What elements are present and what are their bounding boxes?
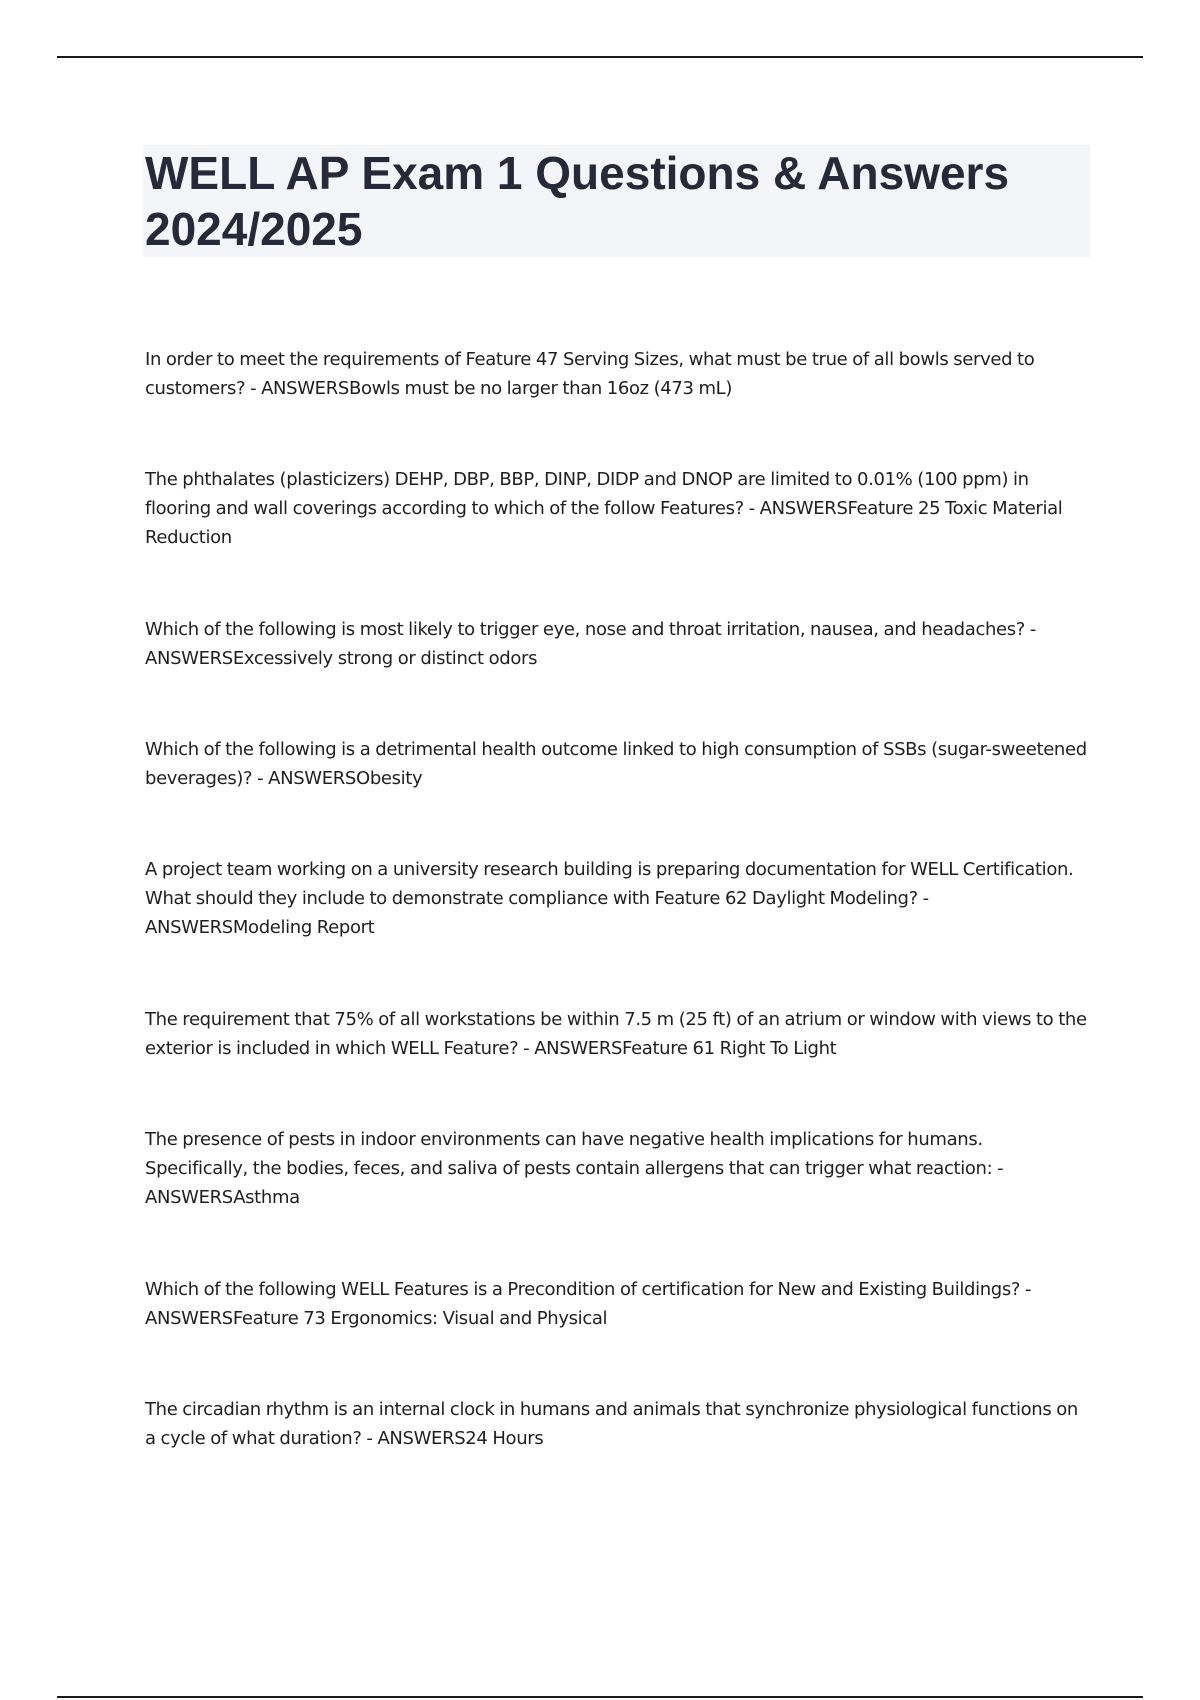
qa-item: The requirement that 75% of all workstations be within 7.5 m (25 ft) of an atrium or window with views to the exterior is included in which WELL Feature? - ANSWERSFeature 61 Right To Light xyxy=(145,1009,1087,1059)
qa-item: The phthalates (plasticizers) DEHP, DBP, BBP, DINP, DIDP and DNOP are limited to 0.01% (100 ppm) in flooring and wall coverings according to which of the follow Features? - ANSWERSFeature 25 Toxic Material Reduction xyxy=(145,469,1063,548)
qa-item: A project team working on a university research building is preparing documentation for WELL Certification. What should they include to demonstrate compliance with Feature 62 Daylight Modeling? - ANSWERSModeling Report xyxy=(145,859,1074,938)
qa-item: The circadian rhythm is an internal clock in humans and animals that synchronize physiological functions on a cycle of what duration? - ANSWERS24 Hours xyxy=(145,1399,1078,1449)
qa-item: Which of the following WELL Features is a Precondition of certification for New and Existing Buildings? - ANSWERSFeature 73 Ergonomics: Visual and Physical xyxy=(145,1279,1032,1329)
bottom-divider xyxy=(57,1696,1143,1698)
qa-item: Which of the following is a detrimental health outcome linked to high consumption of SSBs (sugar-sweetened beverages)? - ANSWERSObesity xyxy=(145,739,1087,789)
qa-item: In order to meet the requirements of Feature 47 Serving Sizes, what must be true of all bowls served to customers? - ANSWERSBowls must be no larger than 16oz (473 mL) xyxy=(145,349,1035,399)
qa-item: The presence of pests in indoor environments can have negative health implications for humans. Specifically, the bodies, feces, and saliva of pests contain allergens that can trigger what reaction: - ANSWERSAsthma xyxy=(145,1129,1004,1208)
title-banner xyxy=(143,145,1090,257)
top-divider xyxy=(57,56,1143,58)
page-title: WELL AP Exam 1 Questions & Answers 2024/2025 xyxy=(145,147,1010,255)
qa-item: Which of the following is most likely to trigger eye, nose and throat irritation, nausea, and headaches? - ANSWERSExcessively strong or distinct odors xyxy=(145,619,1037,669)
